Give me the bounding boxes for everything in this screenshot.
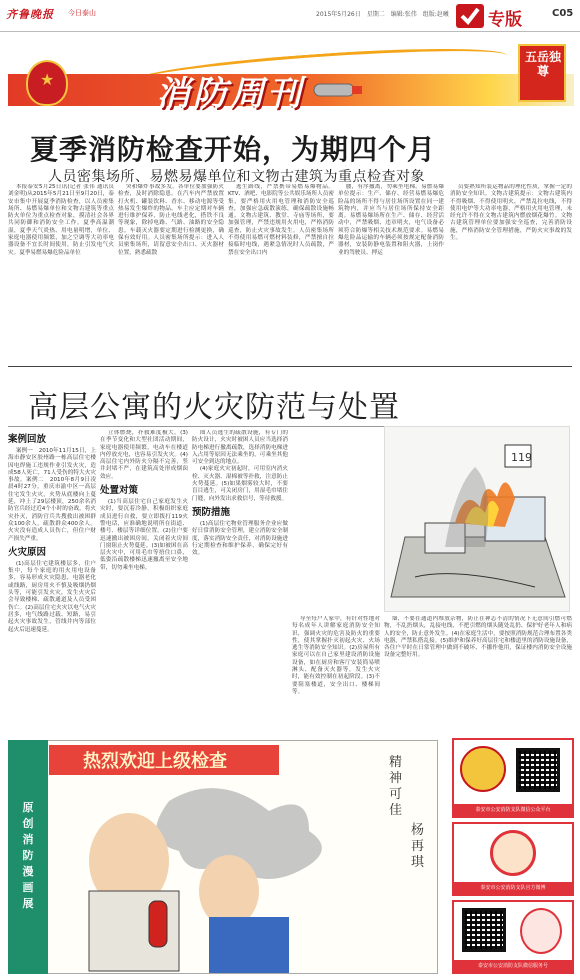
ad-footer: 泰安市公安消防支队微信公众平台 xyxy=(454,804,572,816)
article1-text: 员要熟知所装运物品的理化性质，掌握一定的消防安全知识。文物古建筑提示：文物古建筑内不得吸烟、不得使用明火，严禁乱拉电线，不得使用电炉等大功率电器，严格用火用电管理，未经允许不得在文物古建筑内燃放烟花爆竹。文物古建筑管理单位要加强安全巡查，完善消防设施，严格消防安全管理措施，严防火灾事故的发生。 xyxy=(450,184,572,242)
qr-code-icon[interactable] xyxy=(516,748,560,792)
article1-column-3 xyxy=(228,184,334,359)
article1-column-2 xyxy=(118,184,224,359)
weibo-ad[interactable] xyxy=(452,822,574,896)
banner-title: 消防周刊 xyxy=(156,74,304,114)
masthead xyxy=(0,0,580,32)
prevention-text-cont: 导至每户人家中，有针对性地对每名成年人讲解家庭消防安全知识，强调火灾的危害及防火的重要性，使其掌握扑灭初起火灾、火场逃生等消防安全知识。(2)房屋所有家庭可以在自己家里建设消防设施设备，如在厨房和客厅安装简易喷淋头、配备灭火器等，发生火灾时，能有效控制在初起阶段。(3)不要阻塞楼道，安全出口、楼梯间等。 xyxy=(292,616,380,695)
article1-column-4 xyxy=(338,184,444,359)
article2-column-2 xyxy=(100,430,188,730)
comic-author: 杨再琪 xyxy=(411,823,425,870)
article1-headline: 夏季消防检查开始，为期四个月 xyxy=(30,133,437,166)
article2-column-1 xyxy=(8,430,96,730)
cause-text: (1)高层住宅建筑楼层多，住户集中，每个家庭的用火用电设备多，容易形成火灾隐患，电器老化或线路，厨房用火不慎及吸烟扔烟头等，可能引发火灾，发生火灾后会导致楼梯、疏散通道及人员受困伤亡。(2)高层住宅火灾以电气火灾居多，电气线路过载、短路，易引起火灾事故发生，管线井内等部位起火后迅速蔓延。 xyxy=(8,560,96,633)
fire-mascot-icon xyxy=(460,746,506,792)
ad-footer: 泰安市公安消防支队官方微博 xyxy=(454,882,572,894)
qr-code-icon[interactable] xyxy=(462,908,506,952)
article2-column-5 xyxy=(384,616,572,732)
fire-extinguisher-icon xyxy=(308,76,368,102)
section-name: 专版 xyxy=(488,10,522,30)
stamp-text: 五岳独尊 xyxy=(524,50,561,78)
headline-underline xyxy=(8,426,384,427)
comic-side-label-text: 原创消防漫画展 xyxy=(22,801,34,910)
subhead-cause: 火灾原因 xyxy=(8,546,47,558)
response-text-cont: (4)家庭火灾初起时，可用室内消火栓、灭火器、湿棉被等扑救，注意防止火势蔓延。(5)如果烟雾较大时，不要盲目逃生，可关闭房门，用湿毛巾堵住门缝，向外发出求救信号，等待救援。 xyxy=(192,466,288,502)
weibo-icon xyxy=(490,830,536,876)
date-line: 2015年5月26日 星期二 编辑:张伟 组版:赵曦 xyxy=(316,11,449,18)
star-icon: ★ xyxy=(40,70,55,89)
taishan-stamp xyxy=(518,44,566,102)
prevention-text-end: 墙，不要在通道内堆放杂物，防止在神志不清的情况下无意间引燃可燃物，不乱扔烟头，乱接电线，不把引燃的烟头随处乱扔、保护好老年人和病人的安全，防止意外发生。(4)在家庭生活中，要按照消防规范合理布置各类电器，严禁私搭乱接。(5)维护和保养好高层住宅和楼道里的消防设施设备，各住户平时在日常管理中做到不破坏、不挪作他用，保证楼内消防安全设施设备完整好用。 xyxy=(384,616,572,659)
comic-caption: 精神可佳 xyxy=(389,755,403,818)
comic-panel xyxy=(8,740,438,974)
article1-text: 本报泰安5月25日讯(记者 张伟 通讯员 刘金明)从2015年5月21日至9月20日，泰安市集中开展夏季消防检查，以人员密集场所、易燃易爆单位和文物古建筑等重点防火单位为重点检查对象，摸清社会各界共同防御和消防安全工作。夏季高温潮湿，夏季天气炎热、用电量明增，单位、家庭电器使用频繁，加之空调等大功率电器设备不宜长时间使用，防止引发电气火灾。夏季易燃易爆危险品单位 xyxy=(8,184,114,256)
ad-footer: 泰安市公安消防支队微信服务号 xyxy=(454,960,572,972)
prevention-text: (1)高层住宅物业管理服务企业应做好日常消防安全管理，建立消防安全制度，落实消防安全责任，对消防设施进行定期检查和维护保养，确保完好有效。 xyxy=(192,520,288,557)
article1-text: 突和爆炸事故多发。各单位要加强防火检查，及时消除隐患。在汽车内严禁放置打火机、罐装饮料、香水、移动电源等受热易发生爆炸的物品，车主应定期对车辆进行维护保养，防止电线老化，搭铁不良等现象，除掉电路、气路、油路的安全隐患。车载灭火器要定期进行检测更换，确保有效好用。人员密集场所提示：进入人员密集场所，请留意安全出口、灭火器材位置，熟悉疏散 xyxy=(118,184,224,256)
section-divider xyxy=(8,366,572,367)
section-tag xyxy=(456,4,556,28)
comic-welcome-sign: 热烈欢迎上级检查 xyxy=(83,751,227,772)
comic-side-label xyxy=(8,740,48,974)
paper-logo: 齐鲁晚报 xyxy=(6,8,54,21)
cause-text-cont: 立体燃烧，扑救难度极大。(3)在季节变化和大型社团活动期间，家庭电器使用频繁，电动车在楼道内停放充电，也容易引发火灾。(4)高层住宅内外防火分隔不完善，竖井封堵不严，在建筑高处形成烟囱效应。 xyxy=(100,430,188,480)
column-banner xyxy=(8,38,574,118)
wall-calendar: 119 xyxy=(511,451,532,464)
article2-column-3 xyxy=(192,430,288,730)
page-number: C05 xyxy=(552,8,574,19)
edition-label: 今日泰山 xyxy=(68,9,96,17)
fire-badge-icon xyxy=(26,60,68,106)
service-account-ad[interactable] xyxy=(452,900,574,974)
article2-column-4 xyxy=(292,616,380,732)
subhead-response: 处置对策 xyxy=(100,485,139,497)
section-check-icon xyxy=(456,4,484,28)
article1-text: 逃生路线，严禁携带易燃易爆物品。KTV、酒吧、电影院等公共娱乐场所人员密集，要严格用火用电管理和消防安全巡查，加强应急疏散演练，确保疏散设施畅通。文物古建筑、教堂、寺庙等场所，要加强管理，严禁违规用火用电，严格消防巡查，防止火灾事故发生。人员密集场所不得使用易燃可燃材料装修，严禁擅自拉接临时电线，遇紧急情况时人员疏散，严禁在安全出口内 xyxy=(228,184,334,256)
subhead-prevention: 预防措施 xyxy=(192,506,231,518)
fire-extinguisher-mascot-icon xyxy=(520,908,562,954)
wechat-qr-ad[interactable] xyxy=(452,738,574,818)
article1-subheadline: 人员密集场所、易燃易爆单位和文物古建筑为重点检查对象 xyxy=(48,169,425,185)
article1-text: 腰，有序撤离，勿乘坐电梯。易燃易爆单位提示：生产、储存、经营易燃易爆危险品的场所不得与居住场所设置在同一建筑物内，并应当与居住场所保持安全距离。易燃易爆场所在生产、储存、经营活动中，严禁吸烟、违章明火，电气设备必须符合防爆等相关技术规范要求。易燃易爆危险品运输的车辆必须按规定配备消防器材，安装防静电装置和阻火器，上岗作业的驾驶员、押运 xyxy=(338,184,444,256)
case-text: 案例一 2010年11月15日，上海市静安区胶州路一栋高层住宅楼因电焊施工违规作业引发火灾，造成58人死亡，71人受伤的特大火灾事故。案例二 2010年8月9日凌晨4时27分，重庆市渝中区一高层住宅发生火灾，火势从底楼向上蔓延，冲上了29层楼顶，250余名消防官兵经过近4个小时的奋战，将火灾扑灭，消防官兵共搜救出被困群众100余人，疏散群众400余人。火灾没有造成人员伤亡，但住户财产损失严重。 xyxy=(8,448,96,542)
article2-headline: 高层公寓的火灾防范与处置 xyxy=(28,390,400,425)
prevention-intro: 图人员逃生的疏散设施，有专门的防火设计，火灾时被困人员应当选择消防电梯进行撤离疏散，选择消防电梯进入占用等原因无法乘坐的，可乘坐其他可安全到达的地点。 xyxy=(192,430,288,466)
article1-column-1 xyxy=(8,184,114,359)
subhead-case: 案例回放 xyxy=(8,434,47,445)
article1-column-5 xyxy=(450,184,572,359)
fire-scene-illustration xyxy=(384,426,570,612)
response-text: (1)当高层住宅自己家庭发生火灾时，要沉着冷静，积极组织家庭成员进行自救，要立即拨打119火警电话，应准确地说明所在街道、楼号、楼层等详细位置。(2)住户要迅速撤出被困房间，关闭着火房间门窗阻止火势蔓延。(3)如被困在高层火灾中，可用毛巾等捂住口鼻，低姿沿疏散楼梯迅速撤离至安全地带，切勿乘坐电梯。 xyxy=(100,499,188,571)
